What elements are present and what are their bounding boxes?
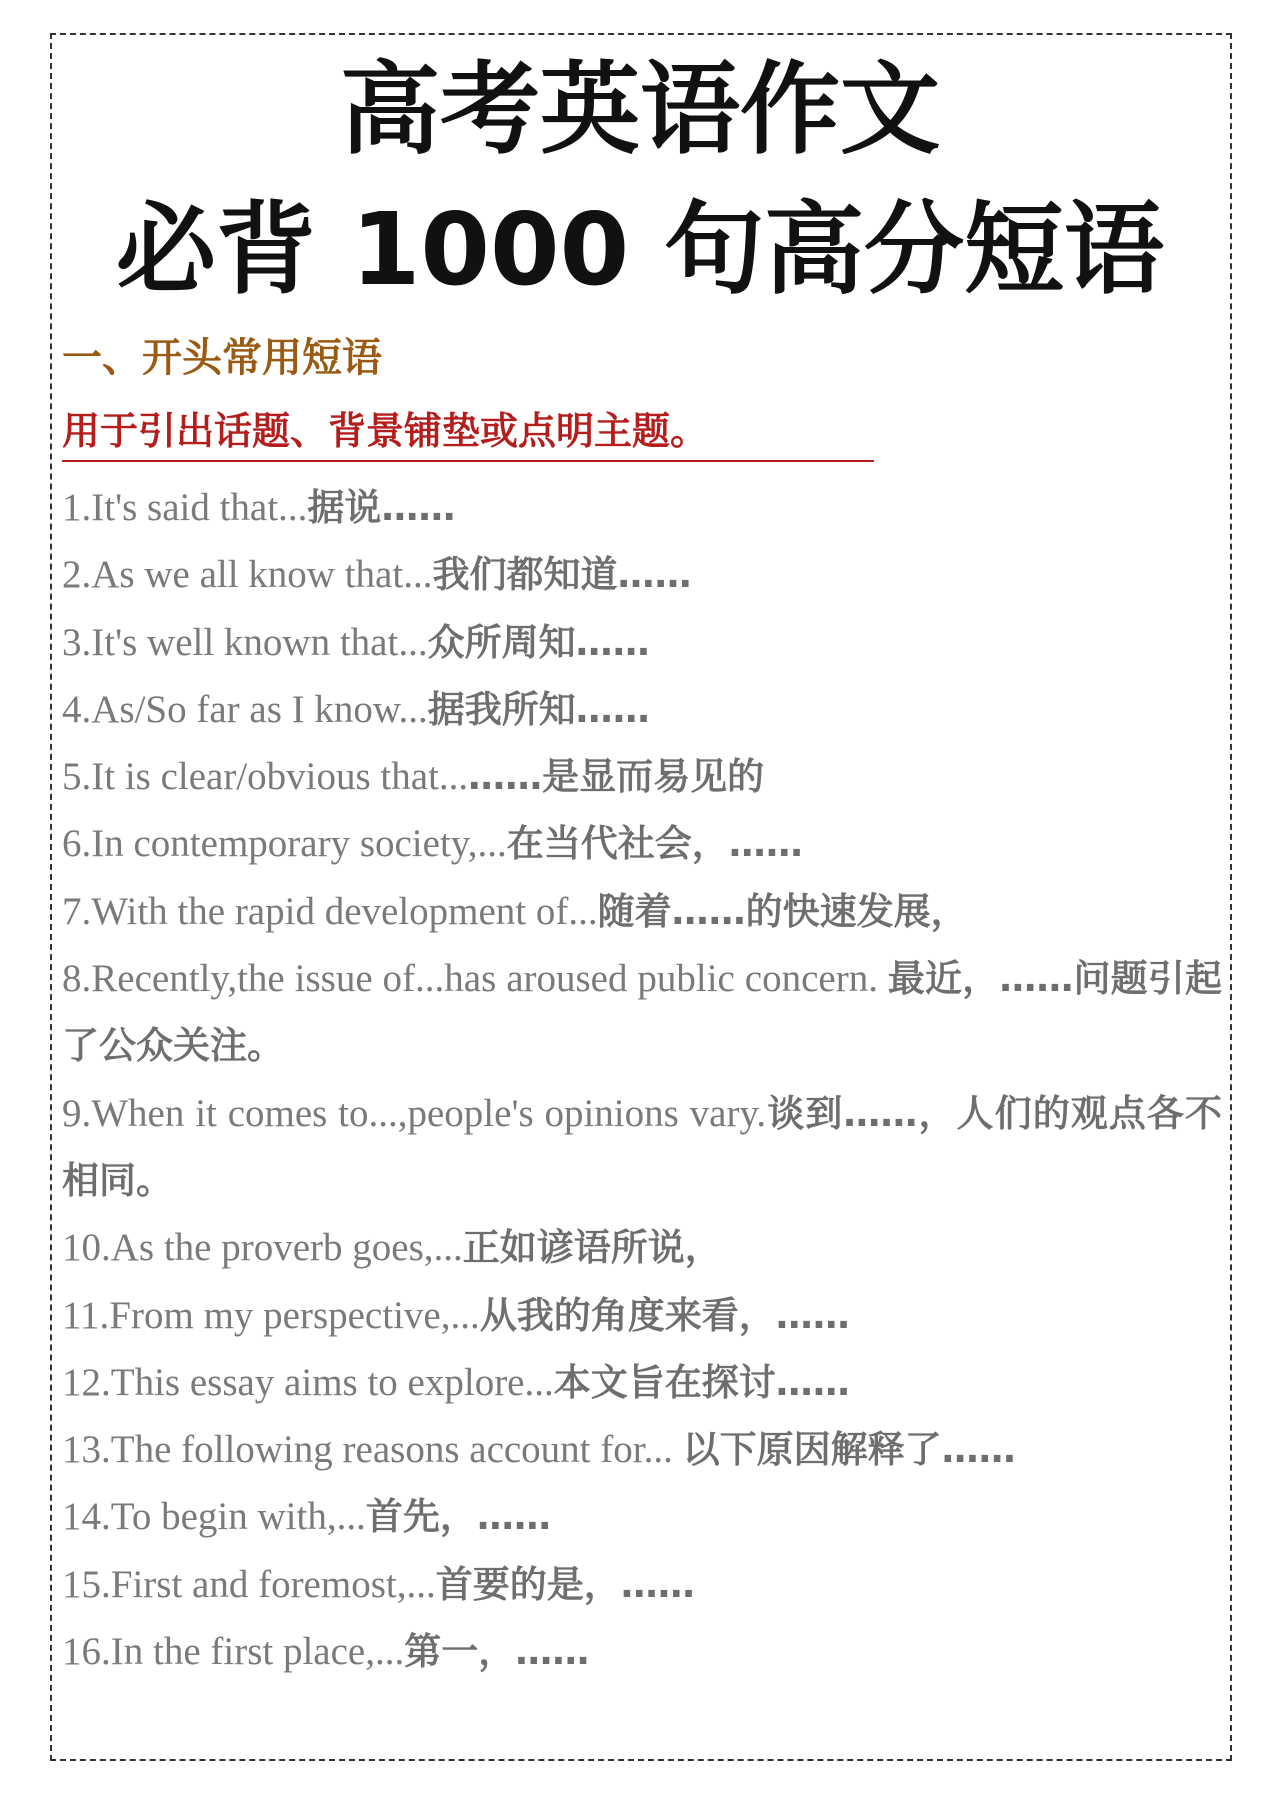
- phrase-item: [62, 676, 1222, 743]
- phrase-chinese: 以下原因解释了……: [682, 1428, 1016, 1472]
- phrase-chinese: 在当代社会，……: [506, 822, 803, 866]
- phrase-chinese: 随着……的快速发展，: [597, 889, 968, 933]
- phrase-chinese: 谈到……，人们的观点各不相同。: [62, 1091, 1222, 1202]
- phrase-english: 1.It's said that...: [62, 486, 308, 529]
- section-subtitle: 用于引出话题、背景铺垫或点明主题。: [62, 408, 709, 453]
- phrase-item: [62, 474, 1222, 541]
- phrase-english: 8.Recently,the issue of...has aroused public concern.: [62, 957, 888, 1001]
- phrase-chinese: 从我的角度来看，……: [479, 1293, 850, 1337]
- phrase-chinese: 正如谚语所说，: [462, 1226, 722, 1270]
- phrase-english: 10.As the proverb goes,...: [62, 1226, 463, 1270]
- phrase-chinese: 首要的是，……: [435, 1562, 695, 1606]
- phrase-english: 4.As/So far as I know...: [62, 687, 428, 731]
- phrase-item: [62, 1483, 1222, 1550]
- phrase-english: 3.It's well known that...: [62, 620, 428, 664]
- phrase-english: 14.To begin with,...: [62, 1495, 366, 1539]
- phrase-english: 15.First and foremost,...: [62, 1562, 436, 1606]
- phrase-chinese: ……是显而易见的: [468, 755, 765, 799]
- phrase-chinese: 首先，……: [365, 1495, 551, 1539]
- phrase-english: 9.When it comes to...,people's opinions vary.: [62, 1091, 767, 1135]
- phrase-english: 7.With the rapid development of...: [62, 889, 598, 933]
- phrase-item: [62, 1416, 1222, 1483]
- phrase-item: [62, 1551, 1222, 1618]
- phrase-chinese: 本文旨在探讨……: [553, 1360, 850, 1404]
- phrase-english: 13.The following reasons account for...: [62, 1428, 683, 1472]
- section-heading: 一、开头常用短语: [62, 334, 382, 381]
- phrase-item: [62, 609, 1222, 676]
- page-title: 高考英语作文: [340, 51, 940, 168]
- phrase-english: 5.It is clear/obvious that...: [62, 755, 469, 799]
- phrase-item: [62, 878, 1222, 945]
- phrase-item: [62, 541, 1222, 608]
- phrase-item: [62, 1618, 1222, 1685]
- phrase-item: [62, 1282, 1222, 1349]
- phrase-item: [62, 1349, 1222, 1416]
- phrase-english: 12.This essay aims to explore...: [62, 1360, 554, 1404]
- section-underline: [62, 460, 874, 462]
- phrase-english: 6.In contemporary society,...: [62, 822, 507, 866]
- phrase-english: 16.In the first place,...: [62, 1630, 405, 1674]
- phrase-chinese: 最近，……问题引起了公众关注。: [62, 957, 1222, 1068]
- phrase-item: [62, 945, 1222, 1080]
- phrase-chinese: 据说……: [307, 486, 456, 529]
- phrase-list: [62, 474, 1222, 1685]
- phrase-item: [62, 1214, 1222, 1281]
- phrase-item: [62, 743, 1222, 810]
- phrase-chinese: 据我所知……: [427, 687, 650, 731]
- phrase-chinese: 第一，……: [404, 1630, 590, 1674]
- phrase-english: 11.From my perspective,...: [62, 1293, 480, 1337]
- phrase-item: [62, 1080, 1222, 1215]
- phrase-item: [62, 810, 1222, 877]
- phrase-chinese: 众所周知……: [427, 620, 650, 664]
- phrase-english: 2.As we all know that...: [62, 553, 433, 597]
- phrase-chinese: 我们都知道……: [432, 553, 692, 597]
- page-subtitle: 必背 1000 句高分短语: [116, 191, 1164, 308]
